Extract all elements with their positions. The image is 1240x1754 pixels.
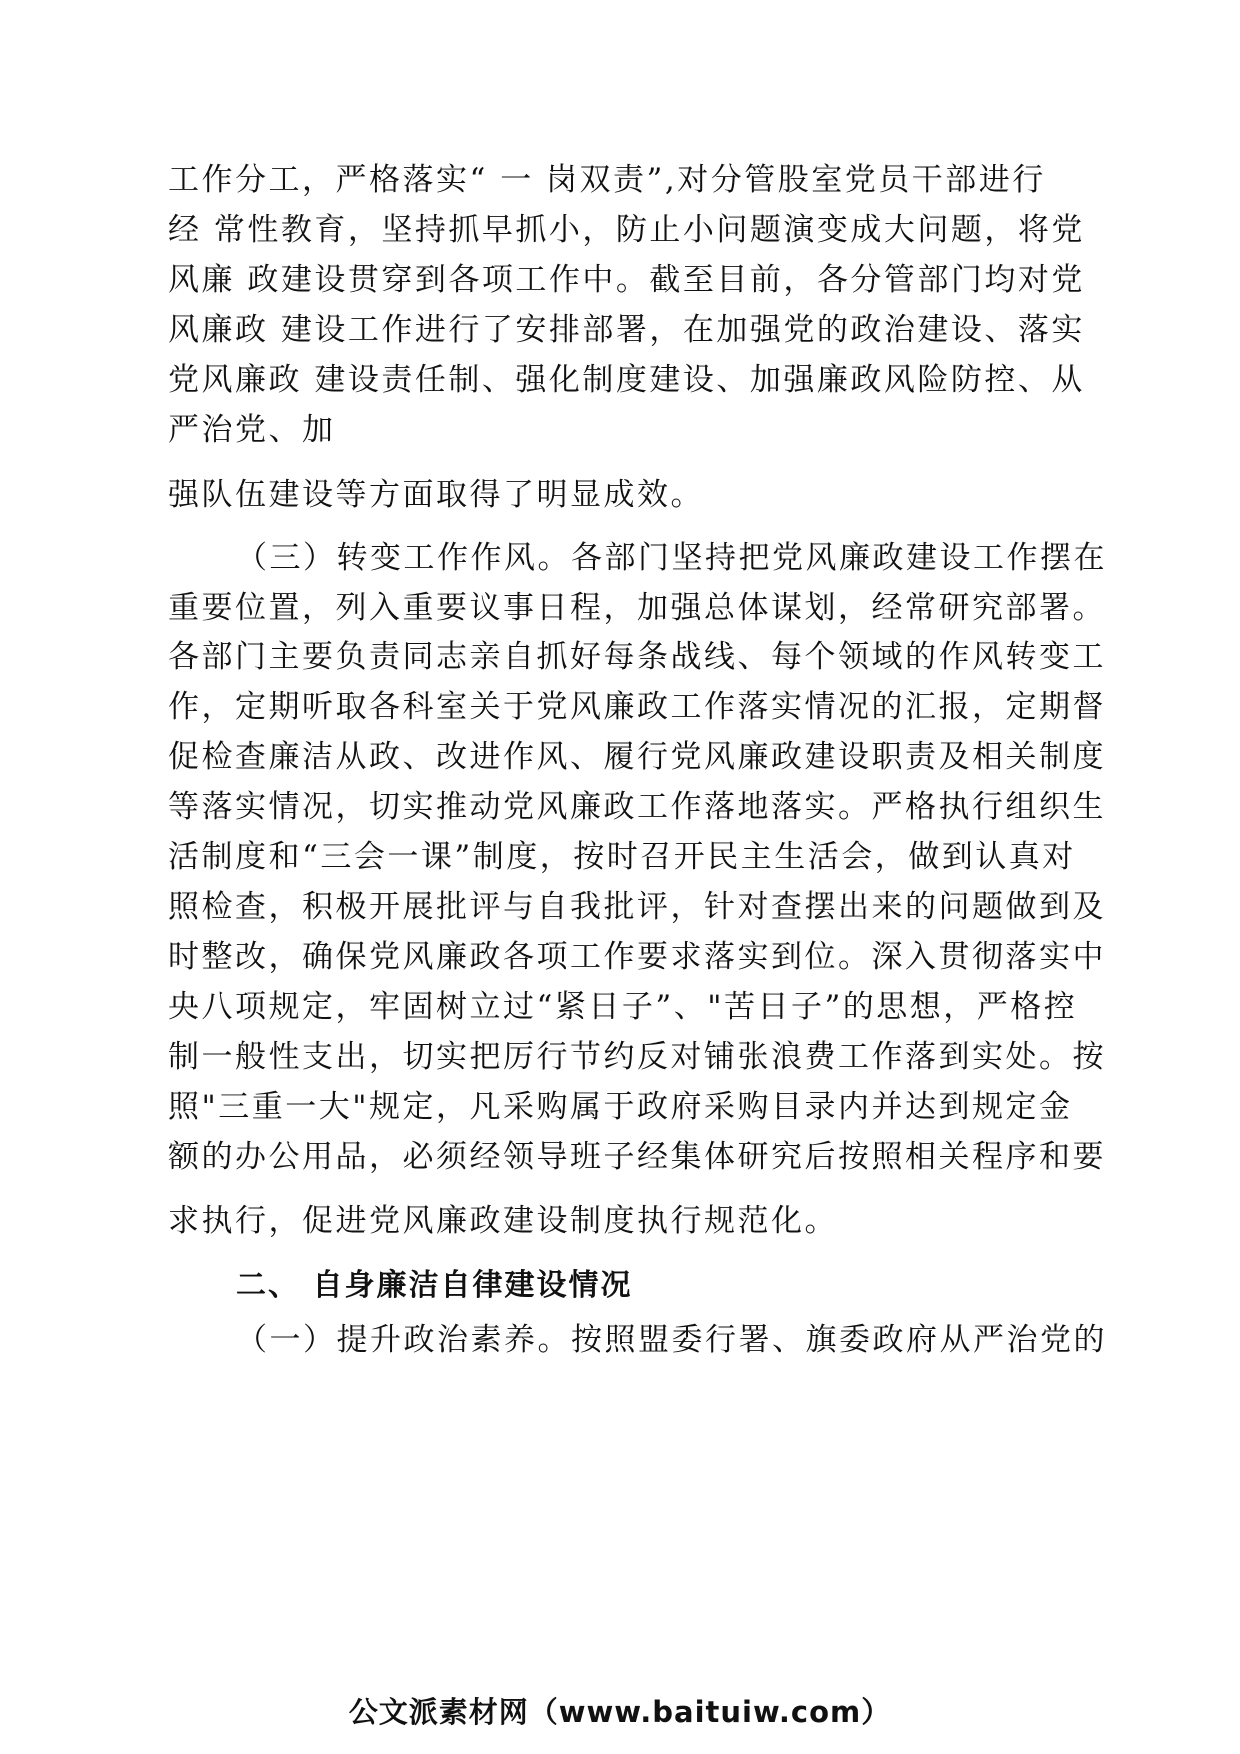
paragraph-line: 照检查，积极开展批评与自我批评，针对查摆出来的问题做到及	[168, 889, 1106, 925]
paragraph-line: （三）转变工作作风。各部门坚持把党风廉政建设工作摆在	[236, 540, 1107, 576]
paragraph-line: 活制度和“三会一课”制度，按时召开民主生活会，做到认真对	[168, 839, 1076, 875]
paragraph-line: 照"三重一大"规定，凡采购属于政府采购目录内并达到规定金	[168, 1089, 1073, 1125]
paragraph-line: 工作分工，严格落实“ 一 岗双责”,对分管股室党员干部进行	[168, 162, 1046, 198]
paragraph-line: 严治党、加	[168, 412, 336, 448]
paragraph-line: 强队伍建设等方面取得了明显成效。	[168, 477, 704, 513]
paragraph-line: 央八项规定，牢固树立过“紧日子”、"苦日子”的思想，严格控	[168, 989, 1078, 1025]
section-heading: 二、 自身廉洁自律建设情况	[236, 1268, 633, 1303]
paragraph-line: 重要位置，列入重要议事日程，加强总体谋划，经常研究部署。	[168, 590, 1106, 626]
paragraph-line: 各部门主要负责同志亲自抓好每条战线、每个领域的作风转变工	[168, 639, 1106, 675]
paragraph-line: 等落实情况，切实推动党风廉政工作落地落实。严格执行组织生	[168, 789, 1106, 825]
paragraph-line: 风廉 政建设贯穿到各项工作中。截至目前，各分管部门均对党	[168, 262, 1085, 298]
paragraph-line: 时整改，确保党风廉政各项工作要求落实到位。深入贯彻落实中	[168, 939, 1106, 975]
paragraph-line: 作，定期听取各科室关于党风廉政工作落实情况的汇报，定期督	[168, 689, 1106, 725]
paragraph-line: 额的办公用品，必须经领导班子经集体研究后按照相关程序和要	[168, 1139, 1106, 1175]
paragraph-line: 经 常性教育，坚持抓早抓小，防止小问题演变成大问题，将党	[168, 212, 1085, 248]
footer-watermark: 公文派素材网（www.baituiw.com）	[348, 1695, 892, 1729]
paragraph-line: 促检查廉洁从政、改进作风、履行党风廉政建设职责及相关制度	[168, 739, 1106, 775]
paragraph-line: 风廉政 建设工作进行了安排部署，在加强党的政治建设、落实	[168, 312, 1085, 348]
paragraph-line: 求执行，促进党风廉政建设制度执行规范化。	[168, 1203, 838, 1239]
paragraph-line: 制一般性支出，切实把厉行节约反对铺张浪费工作落到实处。按	[168, 1039, 1106, 1075]
paragraph-line: 党风廉政 建设责任制、强化制度建设、加强廉政风险防控、从	[168, 362, 1085, 398]
paragraph-line: （一）提升政治素养。按照盟委行署、旗委政府从严治党的	[236, 1322, 1107, 1358]
